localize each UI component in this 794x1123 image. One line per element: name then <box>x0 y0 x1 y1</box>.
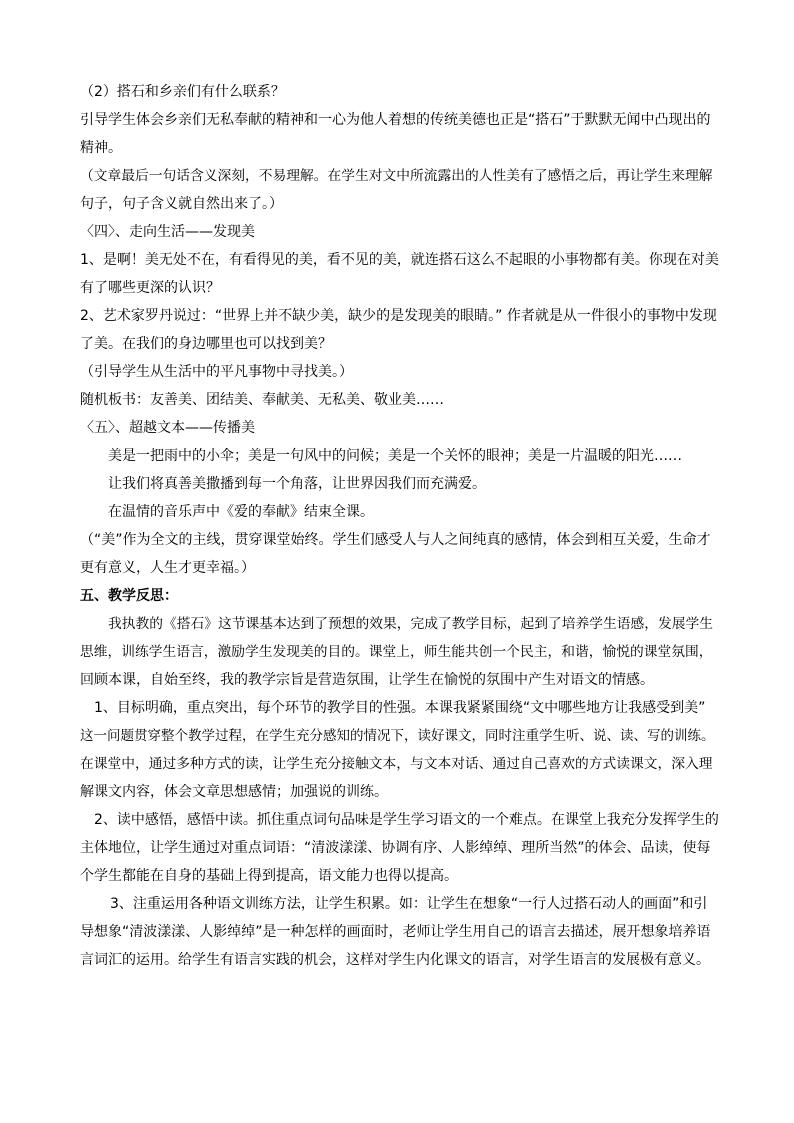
board-notes: 随机板书：友善美、团结美、奉献美、无私美、敬业美…… <box>80 392 444 408</box>
paragraph-line: 导想象“清波漾漾、人影绰绰”是一种怎样的画面时，老师让学生用自己的语言去描述，展开想象培养语 <box>80 924 711 940</box>
paragraph-line: 有了哪些更深的认识？ <box>80 280 220 296</box>
list-item-3: 3、注重运用各种语文训练方法，让学生积累。如：让学生在想象“一行人过搭石动人的画面”和引 <box>110 896 708 912</box>
paragraph-line: 主体地位，让学生通过对重点词语：“清波漾漾、协调有序、人影绰绰、理所当然”的体会、品读，使每 <box>80 840 711 856</box>
paragraph-line: 在课堂中，通过多种方式的读，让学生充分接触文本，与文本对话、通过自己喜欢的方式读课文，深入理 <box>80 756 713 772</box>
paragraph-line: 1、是啊！美无处不在，有看得见的美，看不见的美，就连搭石这么不起眼的小事物都有美。你现在对美 <box>80 252 719 268</box>
paragraph-line: 了美。在我们的身边哪里也可以找到美？ <box>80 336 332 352</box>
paragraph-line: 在温情的音乐声中《爱的奉献》结束全课。 <box>108 504 374 520</box>
paragraph-line: 这一问题贯穿整个教学过程，在学生充分感知的情况下，读好课文，同时注重学生听、说、读、写的训练。 <box>80 728 715 744</box>
paragraph-line: 让我们将真善美撒播到每一个角落，让世界因我们而充满爱。 <box>108 476 486 492</box>
note-line: 更有意义，人生才更幸福。） <box>80 560 255 576</box>
paragraph-line: 解课文内容，体会文章思想感情；加强说的训练。 <box>80 784 388 800</box>
list-item-2: 2、读中感悟，感悟中读。抓住重点词句品味是学生学习语文的一个难点。在课堂上我充分发挥学生的 <box>94 812 719 828</box>
note-line: （引导学生从生活中的平凡事物中寻找美。） <box>80 364 353 380</box>
document-page <box>80 78 720 974</box>
paragraph-line: 引导学生体会乡亲们无私奉献的精神和一心为他人着想的传统美德也正是“搭石”于默默无闻中凸现出的 <box>80 112 711 128</box>
paragraph-line: 回顾本课，自始至终，我的教学宗旨是营造氛围，让学生在愉悦的氛围中产生对语文的情感。 <box>80 672 654 688</box>
paragraph-line: 我执教的《搭石》这节课基本达到了预想的效果，完成了教学目标，起到了培养学生语感，发展学生 <box>108 616 714 632</box>
section-heading-5: 〈五〉、超越文本——传播美 <box>80 420 255 436</box>
section-heading-4: 〈四〉、走向生活——发现美 <box>80 224 255 240</box>
note-line: 句子，句子含义就自然出来了。） <box>80 196 283 212</box>
paragraph-line: 美是一把雨中的小伞；美是一句风中的问候；美是一个关怀的眼神；美是一片温暖的阳光…… <box>108 448 682 464</box>
paragraph-line: 2、艺术家罗丹说过：“世界上并不缺少美，缺少的是发现美的眼睛。” 作者就是从一件很小的事物中发现 <box>80 308 717 324</box>
section-heading-reflection: 五、教学反思： <box>80 588 178 604</box>
question-2: （2）搭石和乡亲们有什么联系？ <box>80 84 285 100</box>
list-item-1: 1、目标明确，重点突出，每个环节的教学目的性强。本课我紧紧围绕“文中哪些地方让我感受到美” <box>94 700 706 716</box>
note-line: （“美”作为全文的主线，贯穿课堂始终。学生们感受人与人之间纯真的感情，体会到相互关爱，生命才 <box>80 532 711 548</box>
note-line: （文章最后一句话含义深刻，不易理解。在学生对文中所流露出的人性美有了感悟之后，再让学生来理解 <box>80 168 713 184</box>
paragraph-line: 言词汇的运用。给学生有语言实践的机会，这样对学生内化课文的语言，对学生语言的发展极有意义。 <box>80 952 710 968</box>
paragraph-line: 个学生都能在自身的基础上得到提高，语文能力也得以提高。 <box>80 868 458 884</box>
paragraph-line: 思维，训练学生语言，激励学生发现美的目的。课堂上，师生能共创一个民主，和谐，愉悦的课堂氛围， <box>80 644 713 660</box>
paragraph-line: 精神。 <box>80 140 122 156</box>
